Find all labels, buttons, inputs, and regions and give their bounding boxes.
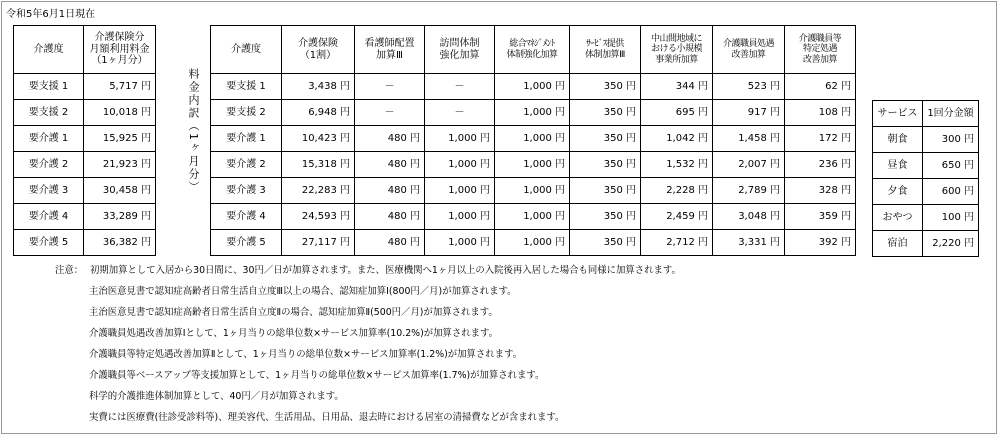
header-unit-price: 1回分金額 (923, 101, 979, 127)
row-label: 要介護 3 (211, 178, 282, 204)
header-specific-treatment: 介護職員等 特定処遇 改善加算 (785, 26, 856, 74)
note-line: 主治医意見書で認知症高齢者日常生活自立度Ⅱの場合、認知症加算Ⅱ(500円／月)が加算されます。 (89, 307, 498, 318)
note-line: 初期加算として入居から30日間に、30円／日が加算されます。また、医療機関へ1ヶ月以上の入院後再入居した場合も同様に加算されます。 (90, 265, 681, 276)
table-row (211, 230, 856, 256)
table-cell: 300 円 (923, 127, 979, 153)
table-cell: 480 円 (355, 204, 425, 230)
table-row (14, 126, 156, 152)
table-cell: － (355, 100, 425, 126)
row-label: 要介護 3 (14, 178, 84, 204)
table-cell: 22,283 円 (282, 178, 355, 204)
table-cell: 10,423 円 (282, 126, 355, 152)
header-nurse-allocation: 看護師配置 加算Ⅲ (355, 26, 425, 74)
table-row (14, 178, 156, 204)
row-label: 要介護 1 (211, 126, 282, 152)
table-cell: 2,007 円 (713, 152, 785, 178)
table-cell: 480 円 (355, 178, 425, 204)
header-care-level: 介護度 (14, 26, 84, 74)
table-cell: 917 円 (713, 100, 785, 126)
table-cell: 1,000 円 (425, 126, 495, 152)
table-cell: 21,923 円 (84, 152, 156, 178)
table-row (873, 231, 979, 257)
table-cell: 2,789 円 (713, 178, 785, 204)
table-cell: － (425, 74, 495, 100)
table-cell: 1,000 円 (495, 74, 570, 100)
header-visit-system: 訪問体制 強化加算 (425, 26, 495, 74)
note-line: 主治医意見書で認知症高齢者日常生活自立度Ⅲ以上の場合、認知症加算Ⅰ(800円／月)が加算されます。 (89, 286, 517, 297)
date-line: 令和5年6月1日現在 (6, 9, 96, 20)
table-cell: 6,948 円 (282, 100, 355, 126)
table-cell: 2,459 円 (641, 204, 713, 230)
row-label: 要支援 2 (14, 100, 84, 126)
header-management: 総合ﾏﾈｼﾞﾒﾝﾄ 体制強化加算 (495, 26, 570, 74)
table-cell: 15,925 円 (84, 126, 156, 152)
table-cell: 1,000 円 (495, 204, 570, 230)
table-cell: 350 円 (570, 204, 641, 230)
header-monthly-fee: 介護保険分 月額利用料金 （1ヶ月分） (84, 26, 156, 74)
table-row (211, 74, 856, 100)
table-row (873, 127, 979, 153)
header-rural-small: 中山間地域に おける小規模 事業所加算 (641, 26, 713, 74)
table-row (211, 100, 856, 126)
table-cell: 350 円 (570, 152, 641, 178)
note-line: 介護職員処遇改善加算Ⅰとして、1ヶ月当りの総単位数×サービス加算率(10.2%)が加算されます。 (89, 328, 498, 339)
table-row (211, 204, 856, 230)
header-treatment-improvement: 介護職員処遇 改善加算 (713, 26, 785, 74)
note-line: 介護職員等特定処遇改善加算Ⅱとして、1ヶ月当りの総単位数×サービス加算率(1.2%)が加算されます。 (89, 349, 523, 360)
table-cell: 600 円 (923, 179, 979, 205)
table-cell: 172 円 (785, 126, 856, 152)
table-cell: 523 円 (713, 74, 785, 100)
table-cell: 1,532 円 (641, 152, 713, 178)
row-label: 要介護 5 (14, 230, 84, 256)
table-cell: 3,331 円 (713, 230, 785, 256)
table-cell: 480 円 (355, 126, 425, 152)
header-service: サービス (873, 101, 923, 127)
table-row (873, 205, 979, 231)
table-row (14, 100, 156, 126)
table-cell: 236 円 (785, 152, 856, 178)
row-label: 要支援 1 (211, 74, 282, 100)
row-label: 要介護 2 (211, 152, 282, 178)
table-cell: 650 円 (923, 153, 979, 179)
table-row (211, 152, 856, 178)
table-cell: 3,438 円 (282, 74, 355, 100)
table-cell: 392 円 (785, 230, 856, 256)
table-cell: 328 円 (785, 178, 856, 204)
table-cell: 36,382 円 (84, 230, 156, 256)
table-header-row (211, 26, 856, 74)
note-line: 介護職員等ベースアップ等支援加算として、1ヶ月当りの総単位数×サービス加算率(1.7%)が加算されます。 (89, 370, 545, 381)
table-cell: 480 円 (355, 230, 425, 256)
table-cell: － (425, 100, 495, 126)
table-cell: 108 円 (785, 100, 856, 126)
table-row (873, 153, 979, 179)
table-cell: 62 円 (785, 74, 856, 100)
monthly-fee-table (13, 25, 156, 256)
table-cell: 30,458 円 (84, 178, 156, 204)
table-row (873, 179, 979, 205)
table-header-row (873, 101, 979, 127)
table-row (14, 230, 156, 256)
table-cell: 1,000 円 (425, 230, 495, 256)
table-cell: 350 円 (570, 230, 641, 256)
table-cell: 350 円 (570, 126, 641, 152)
fee-breakdown-label: 料金内訳（1ヶ月分） (187, 68, 200, 194)
table-row (211, 126, 856, 152)
table-cell: 100 円 (923, 205, 979, 231)
table-cell: 2,228 円 (641, 178, 713, 204)
table-cell: 1,000 円 (495, 230, 570, 256)
table-cell: 2,220 円 (923, 231, 979, 257)
table-cell: 1,000 円 (495, 126, 570, 152)
meal-lodging-table (872, 100, 979, 257)
row-label: 要支援 1 (14, 74, 84, 100)
row-label: おやつ (873, 205, 923, 231)
row-label: 要介護 4 (14, 204, 84, 230)
header-service-provision: ｻｰﾋﾞｽ提供 体制加算Ⅲ (570, 26, 641, 74)
table-cell: 1,000 円 (425, 204, 495, 230)
table-cell: 15,318 円 (282, 152, 355, 178)
table-cell: 2,712 円 (641, 230, 713, 256)
row-label: 夕食 (873, 179, 923, 205)
table-cell: 1,000 円 (495, 100, 570, 126)
row-label: 要介護 5 (211, 230, 282, 256)
table-row (14, 74, 156, 100)
table-cell: 350 円 (570, 74, 641, 100)
table-cell: 3,048 円 (713, 204, 785, 230)
note-line: 科学的介護推進体制加算として、40円／月が加算されます。 (89, 391, 344, 402)
header-insurance: 介護保険 （1割） (282, 26, 355, 74)
notes-label: 注意： (55, 265, 84, 276)
row-label: 宿泊 (873, 231, 923, 257)
table-header-row (14, 26, 156, 74)
table-cell: 1,458 円 (713, 126, 785, 152)
row-label: 昼食 (873, 153, 923, 179)
table-cell: 27,117 円 (282, 230, 355, 256)
row-label: 要支援 2 (211, 100, 282, 126)
table-cell: 359 円 (785, 204, 856, 230)
table-cell: 1,000 円 (495, 178, 570, 204)
table-cell: 480 円 (355, 152, 425, 178)
row-label: 要介護 2 (14, 152, 84, 178)
fee-breakdown-table (210, 25, 856, 256)
table-row (211, 178, 856, 204)
table-cell: 1,000 円 (425, 178, 495, 204)
table-cell: 350 円 (570, 100, 641, 126)
table-cell: 10,018 円 (84, 100, 156, 126)
row-label: 朝食 (873, 127, 923, 153)
table-cell: 33,289 円 (84, 204, 156, 230)
table-cell: 344 円 (641, 74, 713, 100)
table-cell: 350 円 (570, 178, 641, 204)
table-row (14, 204, 156, 230)
header-care-level: 介護度 (211, 26, 282, 74)
table-cell: 5,717 円 (84, 74, 156, 100)
table-cell: 1,000 円 (425, 152, 495, 178)
note-line: 実費には医療費(往診受診料等)、理美容代、生活用品、日用品、退去時における居室の清掃費などが含まれます。 (89, 412, 565, 423)
table-cell: 24,593 円 (282, 204, 355, 230)
table-cell: 1,000 円 (495, 152, 570, 178)
row-label: 要介護 4 (211, 204, 282, 230)
table-cell: 695 円 (641, 100, 713, 126)
table-cell: － (355, 74, 425, 100)
table-cell: 1,042 円 (641, 126, 713, 152)
table-row (14, 152, 156, 178)
row-label: 要介護 1 (14, 126, 84, 152)
